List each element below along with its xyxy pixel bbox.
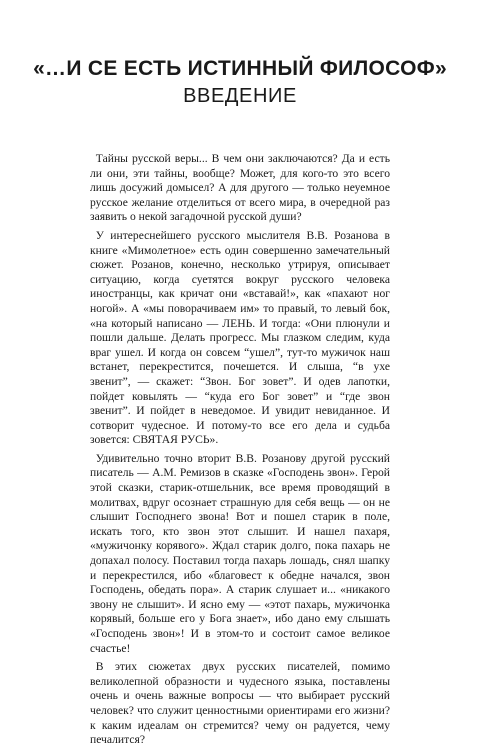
chapter-heading [0, 56, 480, 109]
chapter-title: «…И СЕ ЕСТЬ ИСТИННЫЙ ФИЛОСОФ» [33, 57, 447, 80]
body-text [90, 152, 390, 752]
paragraph: Тайны русской веры... В чем они заключаются? Да и есть ли они, эти тайны, вообще? Может, для кого-то это всего лишь досужий домысел? А для другого — только неуемное русское желание отделиться от всего мира, в очередной раз заявить о некой загадочной русской души? [90, 152, 390, 224]
paragraph: В этих сюжетах двух русских писателей, помимо великолепной образности и чудесного языка, поставлены очень и очень важные вопросы — что выбирает русский человек? что служит ценностными ориентирами его жизни? к каким идеалам он стремится? чему он радуется, чему печалится? [90, 660, 390, 747]
chapter-subtitle: ВВЕДЕНИЕ [183, 85, 297, 107]
paragraph: У интереснейшего русского мыслителя В.В. Розанова в книге «Мимолетное» есть один совершенно замечательный сюжет. Розанов, конечно, несколько утрируя, описывает ситуацию, когда суетятся вокруг русского человека иностранцы, как кричат они «вставай!», как «пахают ног ногой». А «мы поворачиваем им» то правый, то левый бок, «на который написано — ЛЕНЬ. И тогда: «Они плюнули и пошли дальше. Делать прогресс. Мы глазком следим, куда враг ушел. И когда он совсем “ушел”, тут-то мужичок наш встанет, перекрестится, почешется. И слыша, “в ухе звенит”, — скажет: “Звон. Бог зовет”. И одев лапотки, пойдет ковылять — “куда его Бог зовет” и “где звон звенит”. И пойдет в неведомое. И увидит невиданное. И сотворит чудесное. И потому-то все его дела и судьба зовется: СВЯТАЯ РУСЬ». [90, 228, 390, 447]
paragraph: Удивительно точно вторит В.В. Розанову другой русский писатель — А.М. Ремизов в сказке «Господень звон». Герой этой сказки, старик-отшельник, все время проводящий в молитвах, вдруг осознает страшную для себя вещь — он не слышит Господнего звона! Вот и пошел старик в поле, искать того, кто звон этот слышит. И нашел пахаря, «мужичонку корявого». Ждал старик долго, пока пахарь не допахал полосу. Поставил тогда пахарь лошадь, снял шапку и перекрестился, ибо «благовест к обедне начался, звон Господень, обедать пора». А старик слушает и... «никакого звону не слышит». И ясно ему — «этот пахарь, мужичонка корявый, больше его у Бога знает», ибо дано ему слышать «Господень звон»! И в этом-то и состоит самое великое счастье! [90, 451, 390, 655]
